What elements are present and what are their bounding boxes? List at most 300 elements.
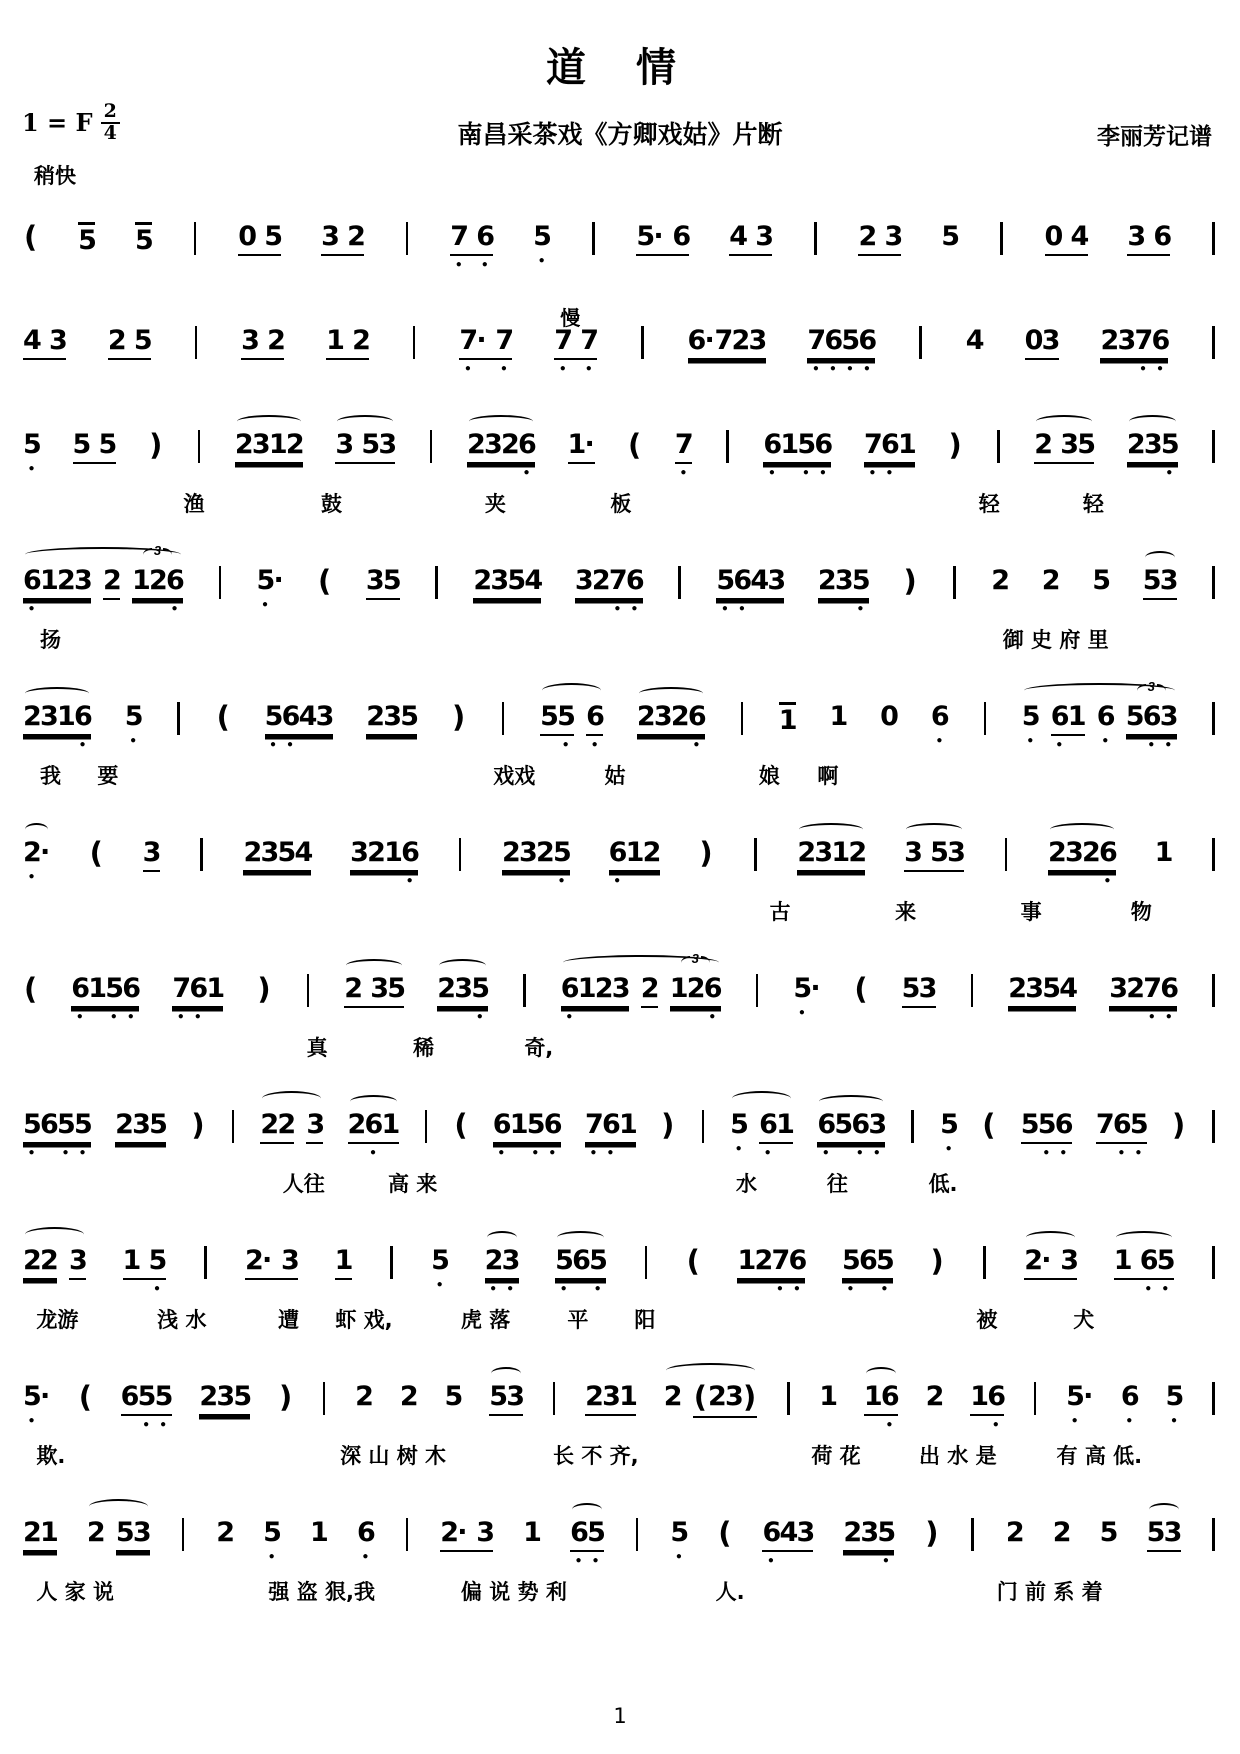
barline <box>1000 222 1003 255</box>
note-group: 5 6 4 3 ● ● <box>716 565 787 614</box>
note-group: 5 ● <box>730 1109 749 1154</box>
note-group: 3 1 2 6 ● <box>132 543 185 614</box>
note-group: 0 3 <box>1025 326 1059 360</box>
note-group: 2 3 5 4 <box>473 566 541 600</box>
note-group: ( <box>24 220 38 254</box>
note-group: 6 1 ● <box>759 1109 795 1158</box>
note-group: 2 3 2 6 ● <box>467 430 535 476</box>
note-group: 1 · <box>568 430 595 464</box>
note-group: 6 5 5 ● ● <box>120 1381 174 1430</box>
key-signature <box>22 102 120 144</box>
note-group: 3 2 <box>321 222 364 256</box>
note-group: 5 · ● <box>1066 1381 1094 1426</box>
note-group: 2 3 1 2 <box>235 430 303 464</box>
note-group: ( <box>686 1244 700 1278</box>
note-group: ) <box>661 1108 675 1142</box>
note-group: 1 <box>819 1381 838 1412</box>
slur-arc <box>799 823 863 836</box>
note-group: 5 3 <box>1147 1518 1181 1552</box>
barline <box>390 1246 393 1279</box>
slur-arc <box>1026 1231 1075 1244</box>
slur-arc <box>25 823 48 836</box>
score-line <box>22 1492 1218 1628</box>
triplet-mark: 3 <box>132 544 183 557</box>
barline <box>323 1382 326 1415</box>
note-group: 6 1 5 6 ● ● ● <box>492 1109 563 1158</box>
barline <box>413 326 416 359</box>
slur-arc <box>866 1367 896 1380</box>
slur-arc <box>89 1499 148 1514</box>
barline <box>204 1246 207 1279</box>
slur-group <box>22 543 185 614</box>
note-group: 2 3 5 ● <box>1127 430 1178 476</box>
barline <box>430 430 433 463</box>
note-group: 2 3 5 <box>366 702 417 736</box>
score-line <box>22 540 1218 676</box>
lyric-syllable: 水 <box>736 1171 757 1196</box>
note-group: 5 ● <box>1021 701 1041 746</box>
note-group: 2 3 5 4 <box>1008 974 1076 1008</box>
note-group: 6 1 ● <box>1050 701 1087 750</box>
note-group: 5 6 5 ● ● <box>555 1246 606 1292</box>
lyric-syllable: 轻 <box>1082 491 1104 516</box>
barline <box>726 430 729 463</box>
slur-arc <box>906 823 962 836</box>
barline <box>641 326 644 359</box>
slur-arc <box>469 415 533 428</box>
slur-arc <box>666 1363 756 1378</box>
note-group: 5 ● <box>940 1109 959 1154</box>
barline <box>1212 1110 1215 1143</box>
barline <box>1212 1246 1215 1279</box>
note-group: ) <box>257 972 271 1006</box>
lyric-syllable: 稀 <box>413 1035 435 1060</box>
note-group: 4 3 <box>23 326 66 360</box>
note-group: 5 3 <box>489 1382 523 1416</box>
barline <box>425 1110 428 1143</box>
note-group: 3 5 6 3 ● ● <box>1125 679 1179 750</box>
slur-arc <box>491 1367 521 1380</box>
note-group: 2 3 5 <box>115 1110 166 1144</box>
slur-arc <box>1129 415 1176 428</box>
note-group: 3 2 <box>241 326 284 360</box>
note-group: 2 <box>103 566 120 612</box>
note-group: 2 <box>355 1381 374 1412</box>
note-group: 2 <box>663 1381 683 1412</box>
lyric-syllable: 啊 <box>817 763 839 788</box>
note-group: 2 6 1 ● <box>348 1110 399 1156</box>
note-group: 6 1 5 6 ● ● ● <box>763 429 834 478</box>
slur-arc <box>439 959 486 972</box>
lyric-syllable: 人 家 说 <box>36 1579 114 1604</box>
note-group: 5 <box>941 221 961 252</box>
barline <box>1212 222 1215 255</box>
triplet-mark: 3 <box>670 952 721 965</box>
note-group: 1 <box>310 1517 329 1548</box>
barline <box>198 430 201 463</box>
slur-arc <box>346 959 402 972</box>
note-group: 6 ● <box>356 1517 376 1562</box>
note-group: 1 5 ● <box>122 1245 168 1294</box>
barline <box>219 566 222 599</box>
barline <box>1212 1518 1215 1551</box>
lyric-syllable: 出 水 是 <box>919 1443 997 1468</box>
barline <box>787 1382 790 1415</box>
lyric-syllable: 低. <box>928 1171 958 1196</box>
note-group: 6 ● <box>586 701 605 750</box>
lyric-syllable: 人往 <box>282 1171 325 1196</box>
note-group: ) <box>930 1244 944 1278</box>
note-group: 3 <box>69 1246 86 1280</box>
score-header <box>22 14 1218 196</box>
lyric-syllable: 虾 戏, <box>335 1307 393 1332</box>
slur-arc <box>1116 1231 1172 1244</box>
note-group: 7 6 ● ● <box>450 221 496 270</box>
note-group: 5 <box>1092 565 1112 596</box>
slur-group <box>22 1246 87 1280</box>
note-group: 3 6 <box>1127 222 1170 256</box>
slur-arc <box>25 1227 84 1242</box>
note-group: 5 ● <box>1165 1381 1185 1426</box>
note-group: 7 6 1 ● ● <box>863 429 917 478</box>
note-group: 2 <box>991 565 1011 596</box>
time-signature-denominator: 4 <box>103 121 117 144</box>
note-group: 2 3 <box>858 222 901 256</box>
lyric-syllable: 扬 <box>39 627 61 652</box>
time-signature <box>101 102 120 144</box>
note-group: 3 2 1 6 ● <box>350 837 420 886</box>
barline <box>195 326 198 359</box>
note-group: 1 <box>1154 837 1174 868</box>
lyric-syllable: 龙游 <box>36 1307 79 1332</box>
lyric-syllable: 荷 花 <box>811 1443 861 1468</box>
note-group: 2 3 ● ● <box>485 1246 519 1292</box>
barline <box>1212 702 1215 735</box>
note-group: 2 3 5 <box>1034 430 1094 464</box>
note-group: ) <box>451 700 466 734</box>
slur-arc <box>237 415 301 428</box>
note-group: ) <box>279 1380 293 1414</box>
note-group: 5 <box>444 1381 464 1412</box>
note-group: 6 · 7 2 3 <box>688 326 766 360</box>
note-group: 1 <box>523 1517 542 1548</box>
note-group: 2 3 2 6 ● <box>1048 838 1116 884</box>
lyric-syllable: 古 <box>769 899 791 924</box>
note-group: ( <box>89 836 103 870</box>
note-group: ( <box>982 1108 996 1142</box>
note-group: 6 ● <box>1120 1381 1140 1426</box>
note-group: 2 <box>1052 1517 1072 1548</box>
note-group: ) <box>699 836 713 870</box>
barline <box>459 838 462 871</box>
barline <box>953 566 956 599</box>
page-number: 1 <box>613 1704 627 1728</box>
slur-group <box>729 1110 794 1156</box>
note-group: ( <box>854 972 868 1006</box>
note-group: 6 1 2 3 ● <box>23 565 93 614</box>
slur-arc <box>572 1503 602 1516</box>
note-group: 2 <box>216 1517 236 1548</box>
note-group: ) <box>925 1516 939 1550</box>
slur-group <box>560 951 723 1022</box>
barline <box>984 702 987 735</box>
lyric-syllable: 高 来 <box>387 1171 438 1196</box>
note-group: 6 5 6 3 ● ● ● <box>817 1110 885 1156</box>
note-group: 5 ● <box>533 221 552 266</box>
slur-group <box>539 702 604 748</box>
barline <box>200 838 203 871</box>
lyric-syllable: 渔 <box>183 491 205 516</box>
lyric-syllable: 奇, <box>524 1035 554 1060</box>
note-group: 2 3 5 ● <box>437 974 488 1020</box>
note-group: 2 2 <box>260 1110 294 1144</box>
note-group: 5 ● <box>431 1245 450 1290</box>
barline <box>919 326 922 359</box>
note-group: 1 6 ● <box>970 1381 1007 1430</box>
barline <box>553 1382 556 1415</box>
barline <box>1212 566 1215 599</box>
barline <box>756 974 759 1007</box>
note-group: 2 <box>86 1517 106 1548</box>
note-group: 6 1 2 ● <box>608 837 662 886</box>
note-group: 6 5 ● ● <box>570 1518 604 1564</box>
lyric-syllable: 深 山 树 木 <box>340 1443 447 1468</box>
lyric-syllable: 来 <box>895 899 917 924</box>
note-group: ) <box>948 428 962 462</box>
barline <box>636 1518 639 1551</box>
score-line <box>22 948 1218 1084</box>
lyric-syllable: 虎 落 <box>460 1307 511 1332</box>
barline <box>1212 974 1215 1007</box>
note-group: 2 3 7 6 ● ● <box>1100 325 1171 374</box>
note-group: 3 5 3 <box>904 838 964 872</box>
note-group: 6 ● <box>1096 701 1116 746</box>
note-group: 5 5 ● <box>540 701 576 750</box>
slur-arc <box>262 1091 321 1106</box>
lyric-syllable: 有 高 低. <box>1056 1443 1143 1468</box>
note-group: 0 5 <box>238 222 281 256</box>
lyric-syllable: 犬 <box>1073 1307 1095 1332</box>
lyric-syllable: 强 盗 狠,我 <box>268 1579 375 1604</box>
slur-arc <box>337 415 393 428</box>
time-signature-numerator: 2 <box>101 102 120 124</box>
note-group: 3 5 <box>366 566 400 600</box>
note-group: ( <box>628 428 642 462</box>
note-group: 3 <box>143 838 160 872</box>
note-group: 2 3 5 ● <box>817 565 871 614</box>
note-group: 6 1 2 3 ● <box>560 973 631 1022</box>
barline <box>1005 838 1008 871</box>
slur-arc <box>350 1095 397 1108</box>
barline <box>182 1518 185 1551</box>
note-group: 5 ● <box>670 1517 690 1562</box>
barline <box>307 974 310 1007</box>
note-group: 2 · 3 <box>245 1246 298 1280</box>
slur-arc <box>1149 1503 1179 1516</box>
lyric-syllable: 要 <box>97 763 119 788</box>
lyric-syllable: 阳 <box>634 1307 656 1332</box>
note-group: 2 3 5 ● <box>843 1517 897 1566</box>
barline <box>1212 838 1215 871</box>
barline <box>177 702 180 735</box>
slur-arc <box>25 687 89 700</box>
barline <box>406 222 409 255</box>
note-group: 5 3 <box>902 974 936 1008</box>
lyric-syllable: 长 不 齐, <box>553 1443 639 1468</box>
note-group: ) <box>903 564 917 598</box>
note-group: 3 1 2 6 ● <box>669 951 723 1022</box>
lyric-syllable: 偏 说 势 利 <box>460 1579 567 1604</box>
lyric-syllable: 真 <box>306 1035 328 1060</box>
note-group: 5 3 <box>116 1518 150 1552</box>
lyric-syllable: 事 <box>1020 899 1042 924</box>
note-group: 2 3 1 6 ● <box>23 702 91 748</box>
barline <box>1212 430 1215 463</box>
note-group: 2 3 2 6 ● <box>637 702 705 748</box>
note-group: 2 · 3 <box>440 1518 493 1552</box>
note-group: 1 <box>779 702 796 736</box>
barline <box>1212 1382 1215 1415</box>
note-group: 2 <box>1005 1517 1025 1548</box>
note-group: 7 6 5 ● ● <box>1095 1109 1149 1158</box>
note-group: 0 4 <box>1045 222 1088 256</box>
note-group: 2 1 <box>23 1518 57 1552</box>
note-group: ( <box>718 1516 732 1550</box>
note-group: 2 · ● <box>23 838 50 880</box>
note-group: 5 6 5 ● ● <box>841 1245 895 1294</box>
note-group: 7 6 1 ● ● <box>172 973 226 1022</box>
tempo-annotation: 慢 <box>560 308 581 330</box>
barline <box>814 222 817 255</box>
barline <box>702 1110 705 1143</box>
note-group: 7 6 1 ● ● <box>584 1109 638 1158</box>
note-group: ( <box>78 1380 92 1414</box>
note-group: 6 4 3 ● <box>762 1517 816 1566</box>
note-group: 3 2 7 6 ● ● <box>1109 973 1180 1022</box>
lyric-syllable: 平 <box>567 1307 589 1332</box>
note-group: 1 2 7 6 ● ● <box>737 1245 808 1294</box>
score-subtitle: 南昌采茶戏《方卿戏姑》片断 <box>457 120 783 149</box>
note-group: 5 6 4 3 ● ● <box>264 701 335 750</box>
note-group: 7 · 7 ● ● <box>459 325 515 374</box>
barline <box>741 702 744 735</box>
note-group: 2 <box>399 1381 419 1412</box>
note-group: 6 ● <box>930 701 950 746</box>
score-line <box>22 404 1218 540</box>
slur-arc <box>819 1095 883 1108</box>
slur-arc <box>487 1231 517 1244</box>
barline <box>502 702 505 735</box>
note-group: 7 7 ● ● <box>554 325 600 374</box>
note-group: 2 5 <box>108 326 151 360</box>
lyric-syllable: 人. <box>715 1579 745 1604</box>
slur-arc <box>1050 823 1114 836</box>
note-group: 5 ● <box>263 1517 282 1562</box>
note-group: 2 3 1 <box>585 1382 636 1416</box>
note-group: 5 <box>135 222 152 256</box>
barline <box>406 1518 409 1551</box>
slur-arc <box>1145 551 1175 564</box>
note-group: 3 2 7 6 ● ● <box>574 565 645 614</box>
note-group: 3 <box>306 1110 323 1144</box>
slur-group <box>1021 679 1179 750</box>
note-group: 4 3 <box>729 222 772 256</box>
score-line <box>22 676 1218 812</box>
note-group: 2 3 5 <box>344 974 404 1008</box>
slur-group <box>663 1382 759 1418</box>
lyric-syllable: 夹 <box>484 491 506 516</box>
slur-arc <box>557 1231 604 1244</box>
score-line <box>22 1220 1218 1356</box>
lyric-syllable: 娘 <box>758 763 780 788</box>
note-group: 2 <box>1041 565 1061 596</box>
note-group: 1 6 ● <box>864 1382 898 1428</box>
note-group: 1 <box>335 1246 352 1280</box>
note-group: 2 <box>925 1381 945 1412</box>
lyric-syllable: 遭 <box>277 1307 299 1332</box>
barline <box>678 566 681 599</box>
lyric-syllable: 鼓 <box>321 491 342 516</box>
slur-arc <box>639 687 703 700</box>
note-group: 2 · 3 <box>1024 1246 1077 1280</box>
note-group: 1 <box>829 701 849 732</box>
note-group: ) <box>149 428 163 462</box>
lyric-syllable: 板 <box>610 491 632 516</box>
lyric-syllable: 御 史 府 里 <box>1002 627 1109 652</box>
barline <box>435 566 438 599</box>
note-group: 5 ● <box>124 701 144 746</box>
lyric-syllable: 我 <box>39 763 61 788</box>
note-group: 3 5 3 <box>335 430 395 464</box>
barline <box>523 974 526 1007</box>
note-group: 5 6 5 5 ● ● ● <box>23 1109 93 1158</box>
barline <box>645 1246 648 1279</box>
note-group: 2 <box>641 974 658 1020</box>
note-group: ) <box>1172 1108 1186 1142</box>
note-group: 5 · ● <box>256 565 284 610</box>
note-group: 2 3 2 5 ● <box>501 837 572 886</box>
score-body <box>22 196 1218 1628</box>
slur-group <box>259 1110 324 1144</box>
note-group: 5 · ● <box>793 973 821 1018</box>
note-group: ( <box>318 564 332 598</box>
barline <box>232 1110 235 1143</box>
lyric-syllable: 被 <box>976 1307 998 1332</box>
note-group: 2 3 5 <box>199 1382 250 1416</box>
barline <box>754 838 757 871</box>
note-group: 0 <box>880 701 899 732</box>
slur-arc <box>542 683 601 698</box>
lyric-syllable: 欺. <box>36 1443 66 1468</box>
note-group: 5 · ● <box>23 1381 51 1426</box>
note-group: 5 <box>1099 1517 1119 1548</box>
barline <box>1034 1382 1037 1415</box>
score-line <box>22 1356 1218 1492</box>
note-group: 5 3 <box>1143 566 1177 600</box>
lyric-syllable: 浅 水 <box>157 1307 207 1332</box>
lyric-syllable: 物 <box>1130 899 1152 924</box>
transcriber-credit: 李丽芳记谱 <box>1097 124 1212 150</box>
note-group: 7 6 5 6 ● ● ● ● <box>807 325 878 374</box>
note-group: 1 6 5 ● ● <box>1114 1246 1174 1292</box>
score-line <box>22 300 1218 404</box>
note-group: 5 <box>78 222 95 256</box>
slur-arc <box>732 1091 791 1106</box>
note-group: 5 ● <box>23 429 42 474</box>
triplet-mark: 3 <box>1126 680 1177 693</box>
note-group: 2 3 1 2 <box>797 838 865 872</box>
note-group: 4 <box>965 325 985 356</box>
